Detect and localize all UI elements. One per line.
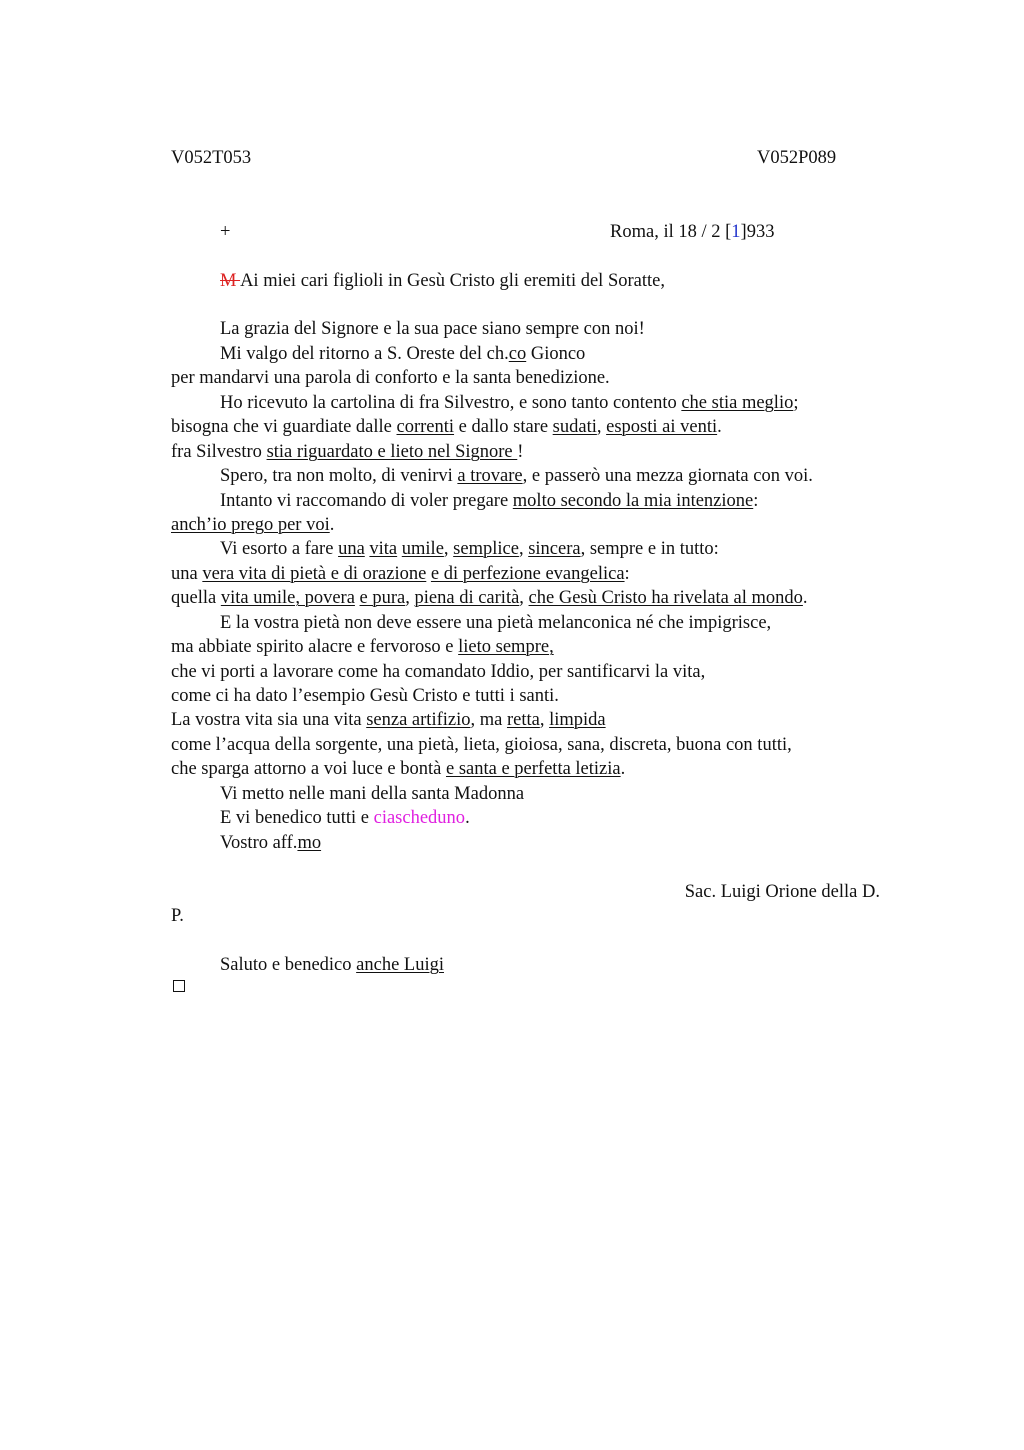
text-span: Mi valgo del ritorno a S. Oreste del ch. bbox=[220, 344, 509, 364]
letter-line-12 bbox=[171, 587, 808, 609]
text-span: Saluto e benedico bbox=[220, 955, 357, 975]
text-span: ma abbiate spirito alacre e fervoroso e bbox=[171, 637, 459, 657]
letter-line-3: per mandarvi una parola di conforto e la santa benedizione. bbox=[171, 368, 610, 388]
underlined-text: vita umile, povera bbox=[220, 588, 355, 608]
salutation-text: Ai miei cari figlioli in Gesù Cristo gli eremiti del Soratte, bbox=[240, 271, 665, 291]
text-span: , e passerò una mezza giornata con voi. bbox=[522, 466, 813, 486]
document-code-left: V052T053 bbox=[171, 148, 252, 168]
letter-line-1: La grazia del Signore e la sua pace siano sempre con noi! bbox=[220, 319, 645, 339]
underlined-text: lieto sempre, bbox=[458, 637, 554, 657]
underlined-text: anch’io prego per voi bbox=[171, 515, 330, 535]
text-span: . bbox=[465, 808, 470, 828]
underlined-text: vita bbox=[369, 539, 398, 559]
text-span: La vostra vita sia una vita bbox=[171, 710, 367, 730]
date-prefix: Roma, il 18 / 2 [ bbox=[610, 222, 732, 242]
underlined-text: che stia meglio bbox=[681, 393, 794, 413]
letter-line-6 bbox=[171, 441, 523, 463]
text-span: : bbox=[624, 564, 630, 584]
letter-line-13: E la vostra pietà non deve essere una pietà melanconica né che impigrisce, bbox=[220, 613, 772, 633]
underlined-text: sudati bbox=[552, 417, 597, 437]
underlined-text: anche Luigi bbox=[356, 955, 444, 975]
letter-line-7 bbox=[220, 465, 813, 487]
letter-line-17 bbox=[171, 709, 606, 731]
text-span: Spero, tra non molto, di venirvi bbox=[220, 466, 458, 486]
text-span: , sempre e in tutto: bbox=[580, 539, 719, 559]
text-span: , ma bbox=[470, 710, 507, 730]
text-span: Gionco bbox=[526, 344, 586, 364]
text-span: . bbox=[717, 417, 722, 437]
text-span: ; bbox=[793, 393, 799, 413]
letter-line-20: Vi metto nelle mani della santa Madonna bbox=[220, 784, 525, 804]
text-span: Intanto vi raccomando di voler pregare bbox=[220, 491, 513, 511]
text-span: , bbox=[405, 588, 415, 608]
letter-line-14 bbox=[171, 636, 554, 658]
underlined-text: e santa e perfetta letizia bbox=[446, 759, 621, 779]
letter-line-8 bbox=[220, 490, 758, 512]
text-span: . bbox=[620, 759, 626, 779]
underlined-text: semplice bbox=[453, 539, 519, 559]
text-span: e dallo stare bbox=[454, 417, 553, 437]
date-suffix: ]933 bbox=[740, 222, 775, 242]
underlined-text: una bbox=[338, 539, 365, 559]
text-span: Vostro aff. bbox=[220, 833, 298, 853]
signature-line-1: Sac. Luigi Orione della D. bbox=[684, 882, 880, 902]
underlined-text: retta bbox=[506, 710, 540, 730]
underlined-text: sincera bbox=[528, 539, 581, 559]
letter-line-15: che vi porti a lavorare come ha comandato Iddio, per santificarvi la vita, bbox=[171, 662, 706, 682]
text-span: quella bbox=[171, 588, 221, 608]
text-span: bisogna che vi guardiate dalle bbox=[171, 417, 397, 437]
underlined-text: piena di carità bbox=[414, 588, 520, 608]
text-span: , bbox=[443, 539, 454, 559]
letter-line-21 bbox=[220, 807, 470, 829]
text-span: , bbox=[539, 710, 550, 730]
underlined-text: vera vita di pietà e di orazione bbox=[202, 564, 427, 584]
salutation bbox=[220, 270, 665, 292]
date-line bbox=[610, 221, 774, 243]
underlined-text: mo bbox=[297, 833, 322, 853]
text-span: una bbox=[171, 564, 203, 584]
text-span: Vi esorto a fare bbox=[220, 539, 339, 559]
underlined-text: correnti bbox=[396, 417, 455, 437]
text-span: ! bbox=[517, 442, 524, 462]
letter-line-2 bbox=[220, 343, 585, 365]
underlined-text: a trovare bbox=[457, 466, 523, 486]
underlined-text: co bbox=[508, 344, 527, 364]
text-span: , bbox=[518, 539, 529, 559]
letter-line-9 bbox=[171, 514, 334, 536]
underlined-text: e di perfezione evangelica bbox=[430, 564, 625, 584]
text-span: . bbox=[802, 588, 808, 608]
letter-line-11 bbox=[171, 563, 630, 585]
underlined-text: umile bbox=[401, 539, 444, 559]
letter-line-10 bbox=[220, 538, 719, 560]
text-span: E vi benedico tutti e bbox=[220, 808, 374, 828]
letter-line-18: come l’acqua della sorgente, una pietà, lieta, gioiosa, sana, discreta, buona con tutti, bbox=[171, 735, 792, 755]
letter-line-16: come ci ha dato l’esempio Gesù Cristo e tutti i santi. bbox=[171, 686, 559, 706]
text-span: : bbox=[753, 491, 759, 511]
underlined-text: stia riguardato e lieto nel Signore bbox=[266, 442, 518, 462]
signature-line-2: P. bbox=[171, 906, 184, 926]
text-span: , bbox=[596, 417, 607, 437]
underlined-text: che Gesù Cristo ha rivelata al mondo bbox=[528, 588, 803, 608]
underlined-text: senza artifizio bbox=[366, 710, 471, 730]
cross-mark: + bbox=[220, 222, 231, 242]
underlined-text: e pura bbox=[359, 588, 406, 608]
underlined-text: molto secondo la mia intenzione bbox=[512, 491, 754, 511]
date-insert: 1 bbox=[731, 222, 741, 242]
text-span: . bbox=[329, 515, 335, 535]
postscript bbox=[220, 954, 444, 976]
letter-line-22 bbox=[220, 832, 321, 854]
text-span: che sparga attorno a voi luce e bontà bbox=[171, 759, 446, 779]
deleted-text: M bbox=[220, 271, 241, 291]
underlined-text: esposti ai venti bbox=[606, 417, 718, 437]
text-span: , bbox=[519, 588, 529, 608]
letter-line-4 bbox=[220, 392, 798, 414]
text-span: Ho ricevuto la cartolina di fra Silvestro, e sono tanto contento bbox=[220, 393, 682, 413]
document-code-right: V052P089 bbox=[757, 148, 837, 168]
letter-line-19 bbox=[171, 758, 625, 780]
highlighted-text: ciascheduno bbox=[373, 808, 466, 828]
letter-line-5 bbox=[171, 416, 722, 438]
checkbox-square-icon bbox=[173, 980, 185, 992]
text-span: fra Silvestro bbox=[171, 442, 267, 462]
underlined-text: limpida bbox=[549, 710, 606, 730]
